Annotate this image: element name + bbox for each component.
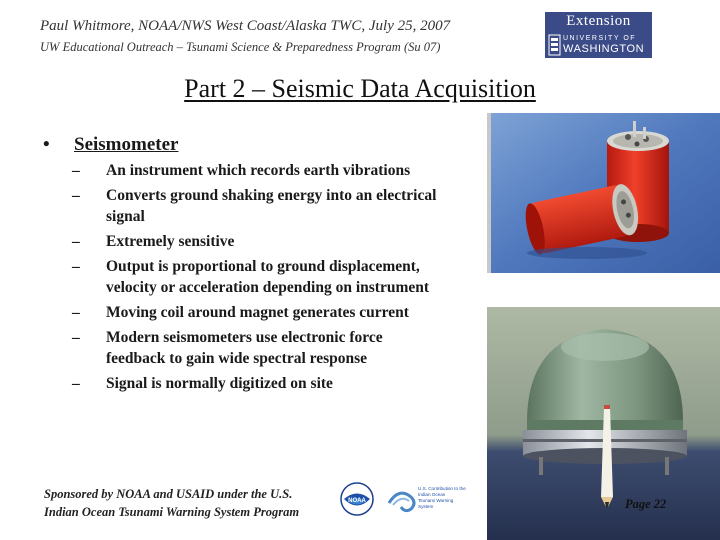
logo-university-of-text: UNIVERSITY OF [563,35,637,42]
sub-point [72,160,442,181]
noaa-logo-icon [340,482,374,516]
sub-point-text: Output is proportional to ground displacement, velocity or acceleration depending on instrument [106,258,430,296]
dash-marker: – [72,187,80,204]
uw-extension-logo [545,12,652,58]
topic-heading: Seismometer [74,134,179,155]
sub-point-text: Signal is normally digitized on site [106,375,333,392]
logo-extension-text: Extension [566,13,631,29]
usaid-tsunami-logo-icon [387,481,477,521]
sub-point-text: Extremely sensitive [106,233,235,250]
red-seismometer-photo [487,113,720,273]
dash-marker: – [72,162,80,179]
sub-point [72,327,442,369]
dash-marker: – [72,258,80,275]
slide-title: Part 2 – Seismic Data Acquisition [184,74,536,103]
usaid-logo-text: U.S. Contribution to the Indian Ocean Tsunami Warning System [418,486,466,509]
uw-seal-icon [548,34,561,56]
sub-point [72,185,442,227]
sub-point-text: Converts ground shaking energy into an electrical signal [106,187,437,225]
sub-point [72,373,442,394]
logo-washington-text: WASHINGTON [563,43,645,55]
noaa-logo-text: NOAA [348,498,366,504]
dash-marker: – [72,233,80,250]
dash-marker: – [72,329,80,346]
sub-point-text: An instrument which records earth vibrations [106,162,411,179]
sub-point [72,231,442,252]
dash-marker: – [72,304,80,321]
sponsor-footer [44,485,299,521]
sub-point [72,302,442,323]
sub-point-text: Moving coil around magnet generates current [106,304,409,321]
sponsor-line-1: Sponsored by NOAA and USAID under the U.S. [44,487,293,501]
sub-point-text: Modern seismometers use electronic force feedback to gain wide spectral response [106,329,383,367]
sponsor-line-2: Indian Ocean Tsunami Warning System Program [44,505,300,519]
sub-point-list [72,160,442,398]
header-author-line: Paul Whitmore, NOAA/NWS West Coast/Alaska TWC, July 25, 2007 [40,18,451,34]
bullet-symbol: • [43,134,50,155]
page-number: Page 22 [625,497,667,511]
green-seismometer-photo [487,307,720,540]
sub-point [72,256,442,298]
dash-marker: – [72,375,80,392]
header-program-line: UW Educational Outreach – Tsunami Science & Preparedness Program (Su 07) [40,40,441,54]
